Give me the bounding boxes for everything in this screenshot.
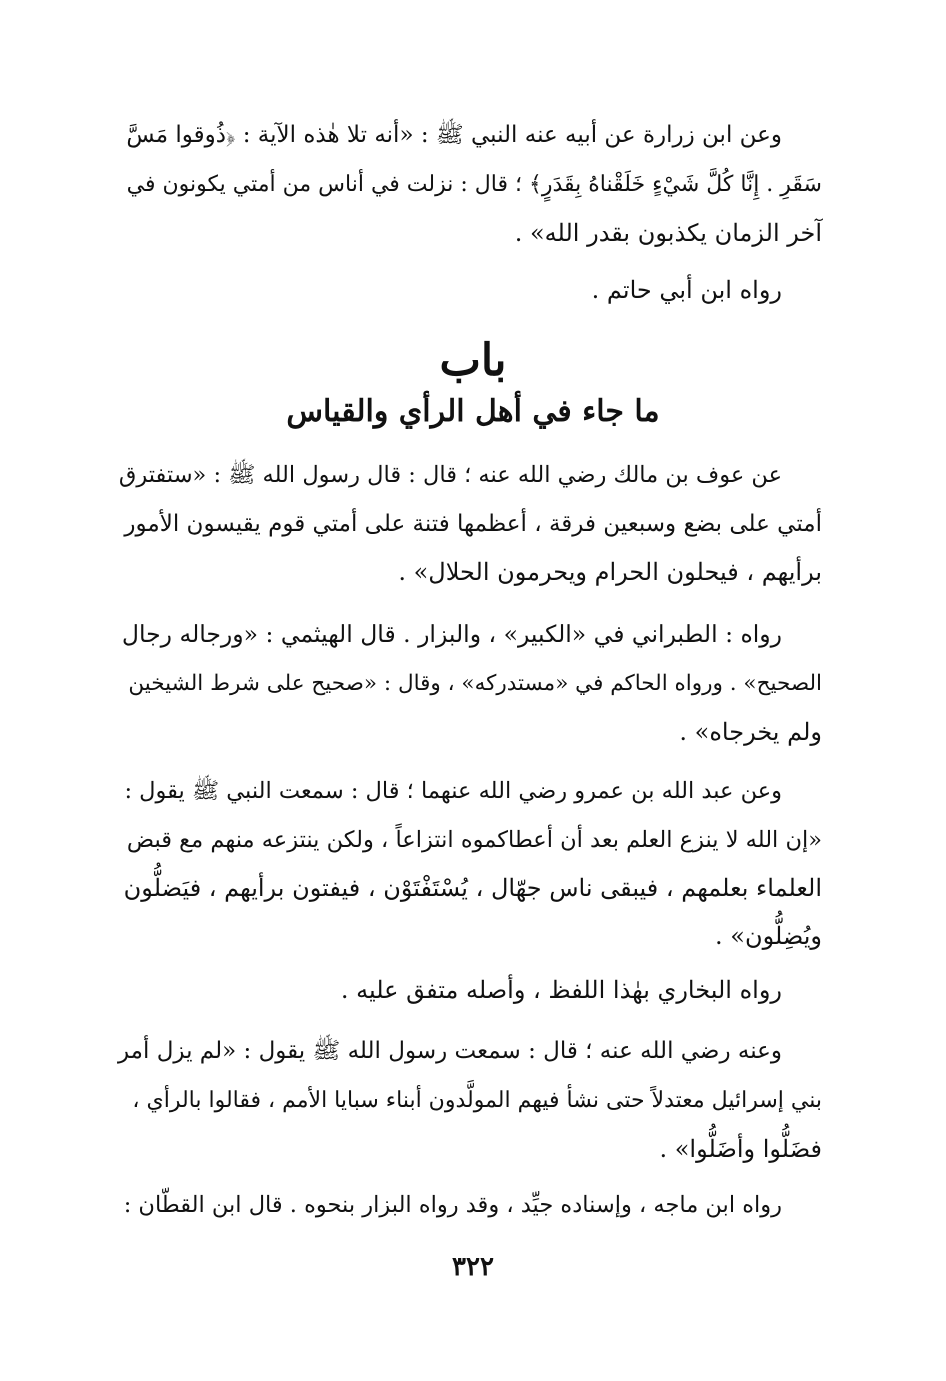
- paragraph-abdullah-bin-amr: [118, 766, 822, 960]
- paragraph-bukhari: [118, 966, 822, 1014]
- text-line: سَقَرِ . إِنَّا كُلَّ شَيْءٍ خَلَقْناهُ بِقَدَرٍ﴾ ؛ قال : نزلت في أناس من أمتي يكونون في: [126, 172, 822, 197]
- paragraph-ibn-majah: [118, 1180, 822, 1229]
- text-line: وعنه رضي الله عنه ؛ قال : سمعت رسول الله ﷺ يقول : «لم يزل أمر: [117, 1038, 782, 1064]
- text-line: عن عوف بن مالك رضي الله عنه ؛ قال : قال رسول الله ﷺ : «ستفترق: [118, 462, 782, 488]
- text-line: وعن ابن زرارة عن أبيه عنه النبي ﷺ : «أنه تلا هٰذه الآية : ﴿ذُوقوا مَسَّ: [126, 122, 782, 148]
- text-line: بني إسرائيل معتدلاً حتى نشأ فيهم المولَّدون أبناء سبايا الأمم ، فقالوا بالرأي ،: [132, 1088, 822, 1113]
- text-line: ويُضِلُّون» .: [715, 922, 822, 950]
- chapter-title: ما جاء في أهل الرأي والقياس: [286, 394, 660, 429]
- text-line: أمتي على بضع وسبعين فرقة ، أعظمها فتنة على أمتي قوم يقيسون الأمور: [124, 511, 822, 537]
- text-line: رواه البخاري بهٰذا اللفظ ، وأصله متفق عليه .: [340, 976, 782, 1004]
- text-line: آخر الزمان يكذبون بقدر الله» .: [514, 219, 822, 247]
- paragraph-ibn-abi-hatim: [118, 266, 822, 314]
- text-line: ولم يخرجاه» .: [679, 718, 822, 746]
- text-line: العلماء بعلمهم ، فيبقى ناس جهّال ، يُسْتَفْتَوْن ، فيفتون برأيهم ، فيَضلُّون: [123, 874, 822, 902]
- text-line: رواه : الطبراني في «الكبير» ، والبزار . قال الهيثمي : «ورجاله رجال: [121, 620, 782, 648]
- text-line: فضَلُّوا وأضَلُّوا» .: [659, 1135, 822, 1163]
- text-line: رواه ابن ماجه ، وإسناده جيِّد ، وقد رواه البزار بنحوه . قال ابن القطّان :: [123, 1192, 782, 1218]
- text-line: «إن الله لا ينزع العلم بعد أن أعطاكموه انتزاعاً ، ولكن ينتزعه منهم مع قبض: [126, 827, 822, 853]
- text-line: الصحيح» . ورواه الحاكم في «مستدركه» ، وقال : «صحيح على شرط الشيخين: [128, 671, 822, 696]
- text-line: رواه ابن أبي حاتم .: [591, 276, 782, 304]
- paragraph-awf-bin-malik: [118, 450, 822, 596]
- paragraph-ibn-zurara: [118, 110, 822, 257]
- paragraph-bani-israil: [118, 1026, 822, 1173]
- paragraph-tabarani: [118, 610, 822, 756]
- text-line: برأيهم ، فيحلون الحرام ويحرمون الحلال» .: [398, 558, 822, 586]
- chapter-heading: باب: [439, 335, 507, 386]
- page-number: ٣٢٢: [452, 1252, 494, 1282]
- text-line: وعن عبد الله بن عمرو رضي الله عنهما ؛ قال : سمعت النبي ﷺ يقول :: [124, 778, 782, 804]
